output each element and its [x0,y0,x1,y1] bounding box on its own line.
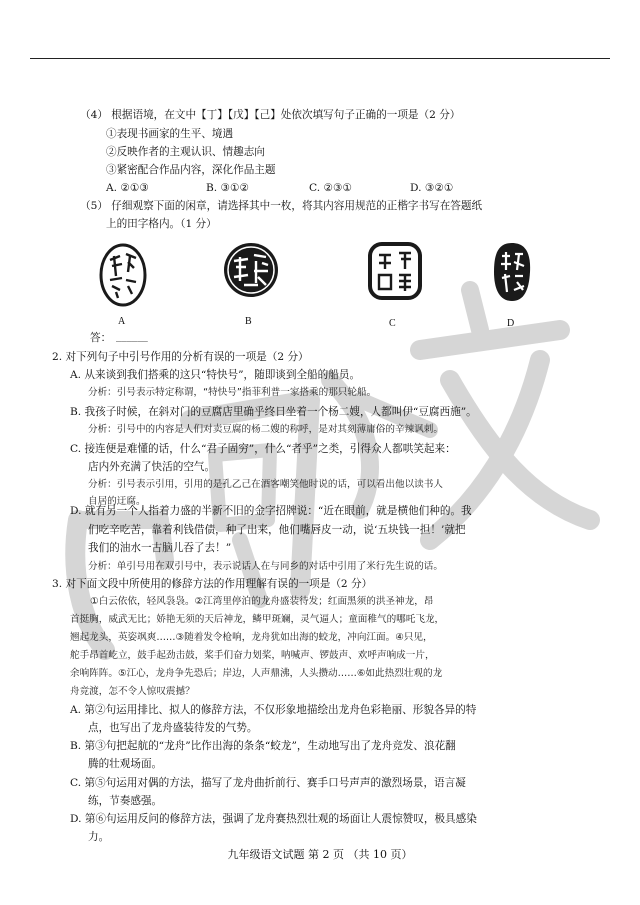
q3-passage-line4: 舵手昂首屹立，鼓手起劲击鼓，桨手们奋力划桨，呐喊声、锣鼓声、欢呼声响成一片， [70,650,435,661]
q4-option-a: A. ②①③ [106,182,149,194]
q5-answer-label: 答： [90,332,112,344]
q2-option-c-line1: C. 接连便是难懂的话，什么“君子固穷”，什么“者乎”之类，引得众人都哄笑起来： [70,443,456,455]
q2-option-a-analysis: 分析：引号表示特定称谓，“特快号”指菲利普一家搭乘的那只轮船。 [88,387,377,398]
q3-passage-line5: 余响阵阵。⑤江心，龙舟争先恐后；岸边，人声鼎沸，人头攒动……⑥如此热烈壮观的龙 [70,668,443,679]
q3-passage-line2: 首挺胸，威武无比；娇艳无须的天后神龙，鳞甲斑斓，灵气逼人；童面稚气的哪吒飞龙， [70,614,445,625]
q3-option-a-line2: 点，也写出了龙舟盛装待发的气势。 [88,722,258,734]
q2-option-b: B. 我孩子时候，在斜对门的豆腐店里确乎终日坐着一个杨二嫂，人都叫伊“豆腐西施”。 [70,406,477,418]
q4-item-2: ②反映作者的主观认识、情趣志向 [106,146,265,158]
q2-option-d-line1: D. 就有另一个人指着力盛的半新不旧的金字招牌说：“近在眼前，就是横他们种的。我 [70,505,472,517]
q4-option-b: B. ③①② [206,182,250,194]
q3-passage-line6: 舟竞渡，怎不令人惊叹震撼？ [70,686,195,697]
seal-d-label: D [507,318,515,329]
q2-option-d-analysis: 分析：单引号用在双引号中，表示说话人在与同乡的对话中引用了米行先生说的话。 [88,561,443,572]
q3-option-c-line1: C. 第⑤句运用对偶的方法，描写了龙舟曲折前行、赛手口号声声的激烈场景，语言凝 [70,777,466,789]
q3-option-a-line1: A. 第②句运用排比、拟人的修辞方法，不仅形象地描绘出龙舟色彩艳丽、形貌各异的特 [70,704,477,716]
q3-option-b-line1: B. 第③句把起航的“龙舟”比作出海的条条“蛟龙”，生动地写出了龙舟竞发、浪花翻 [70,740,456,752]
q3-passage-line1: ①白云依依，轻风袅袅。②江湾里停泊的龙舟盛装待发；红面黑须的洪圣神龙，昂 [90,596,434,607]
seal-d-image [490,240,534,304]
q2-option-c-analysis-line1: 分析：引号表示引用，引用的是孔乙己在酒客嘲笑他时说的话，可以看出他以读书人 [88,479,443,490]
q3-option-d-line2: 力。 [88,831,110,843]
q2-option-b-analysis: 分析：引号中的内容是人们对卖豆腐的杨二嫂的称呼，是对其刻薄庸俗的辛辣讽刺。 [88,424,443,435]
q3-option-b-line2: 腾的壮观场面。 [88,758,163,770]
q4-stem: （4） 根据语境，在文中【丁】【戊】【己】处依次填写句子正确的一项是（2 分） [80,109,461,121]
q2-option-c-line2: 店内外充满了快活的空气。 [88,461,216,473]
seal-a-image [98,242,148,308]
q3-stem: 3. 对下面文段中所使用的修辞方法的作用理解有误的一项是（2 分） [52,578,373,590]
q3-option-d-line1: D. 第⑥句运用反问的修辞方法，强调了龙舟赛热烈壮观的场面让人震惊赞叹，极具感染 [70,813,477,825]
q4-option-d: D. ③②① [410,182,454,194]
seal-c-label: C [389,318,396,329]
seal-b-image [222,241,280,299]
q4-item-1: ①表现书画家的生平、境遇 [106,128,234,140]
q3-passage-line3: 翘起龙头，英姿飒爽……③随着发令枪响，龙舟犹如出海的蛟龙，冲向江面。④只见， [70,632,433,643]
q2-option-d-line3: 我们的油水一古脑儿吞了去！” [88,542,232,554]
q4-item-3: ③紧密配合作品内容，深化作品主题 [106,164,276,176]
q2-stem: 2. 对下列句子中引号作用的分析有误的一项是（2 分） [52,351,309,363]
seal-b-label: B [245,316,252,327]
seal-c-image [367,241,423,301]
q2-option-c-analysis-line2: 自居的迂腐。 [88,496,146,507]
top-rule [30,58,610,59]
page-footer: 九年级语文试题 第 2 页 （共 10 页） [227,848,413,861]
q5-stem-line1: （5） 仔细观察下面的闲章，请选择其中一枚，将其内容用规范的正楷字书写在答题纸 [80,200,483,212]
seal-a-label: A [118,316,126,327]
q2-option-a: A. 从来谈到我们搭乘的这只“特快号”，随即谈到全船的船员。 [70,369,361,381]
q5-answer-blank: ______ [116,330,148,342]
q2-option-d-line2: 们吃辛吃苦，靠着利钱借债，种了出来，他们嘴唇皮一动，说‘五块钱一担！’就把 [88,524,466,536]
q3-option-c-line2: 练，节奏感强。 [88,795,163,807]
q5-stem-line2: 上的田字格内。（1 分） [106,218,217,230]
q4-option-c: C. ②③① [309,182,352,194]
